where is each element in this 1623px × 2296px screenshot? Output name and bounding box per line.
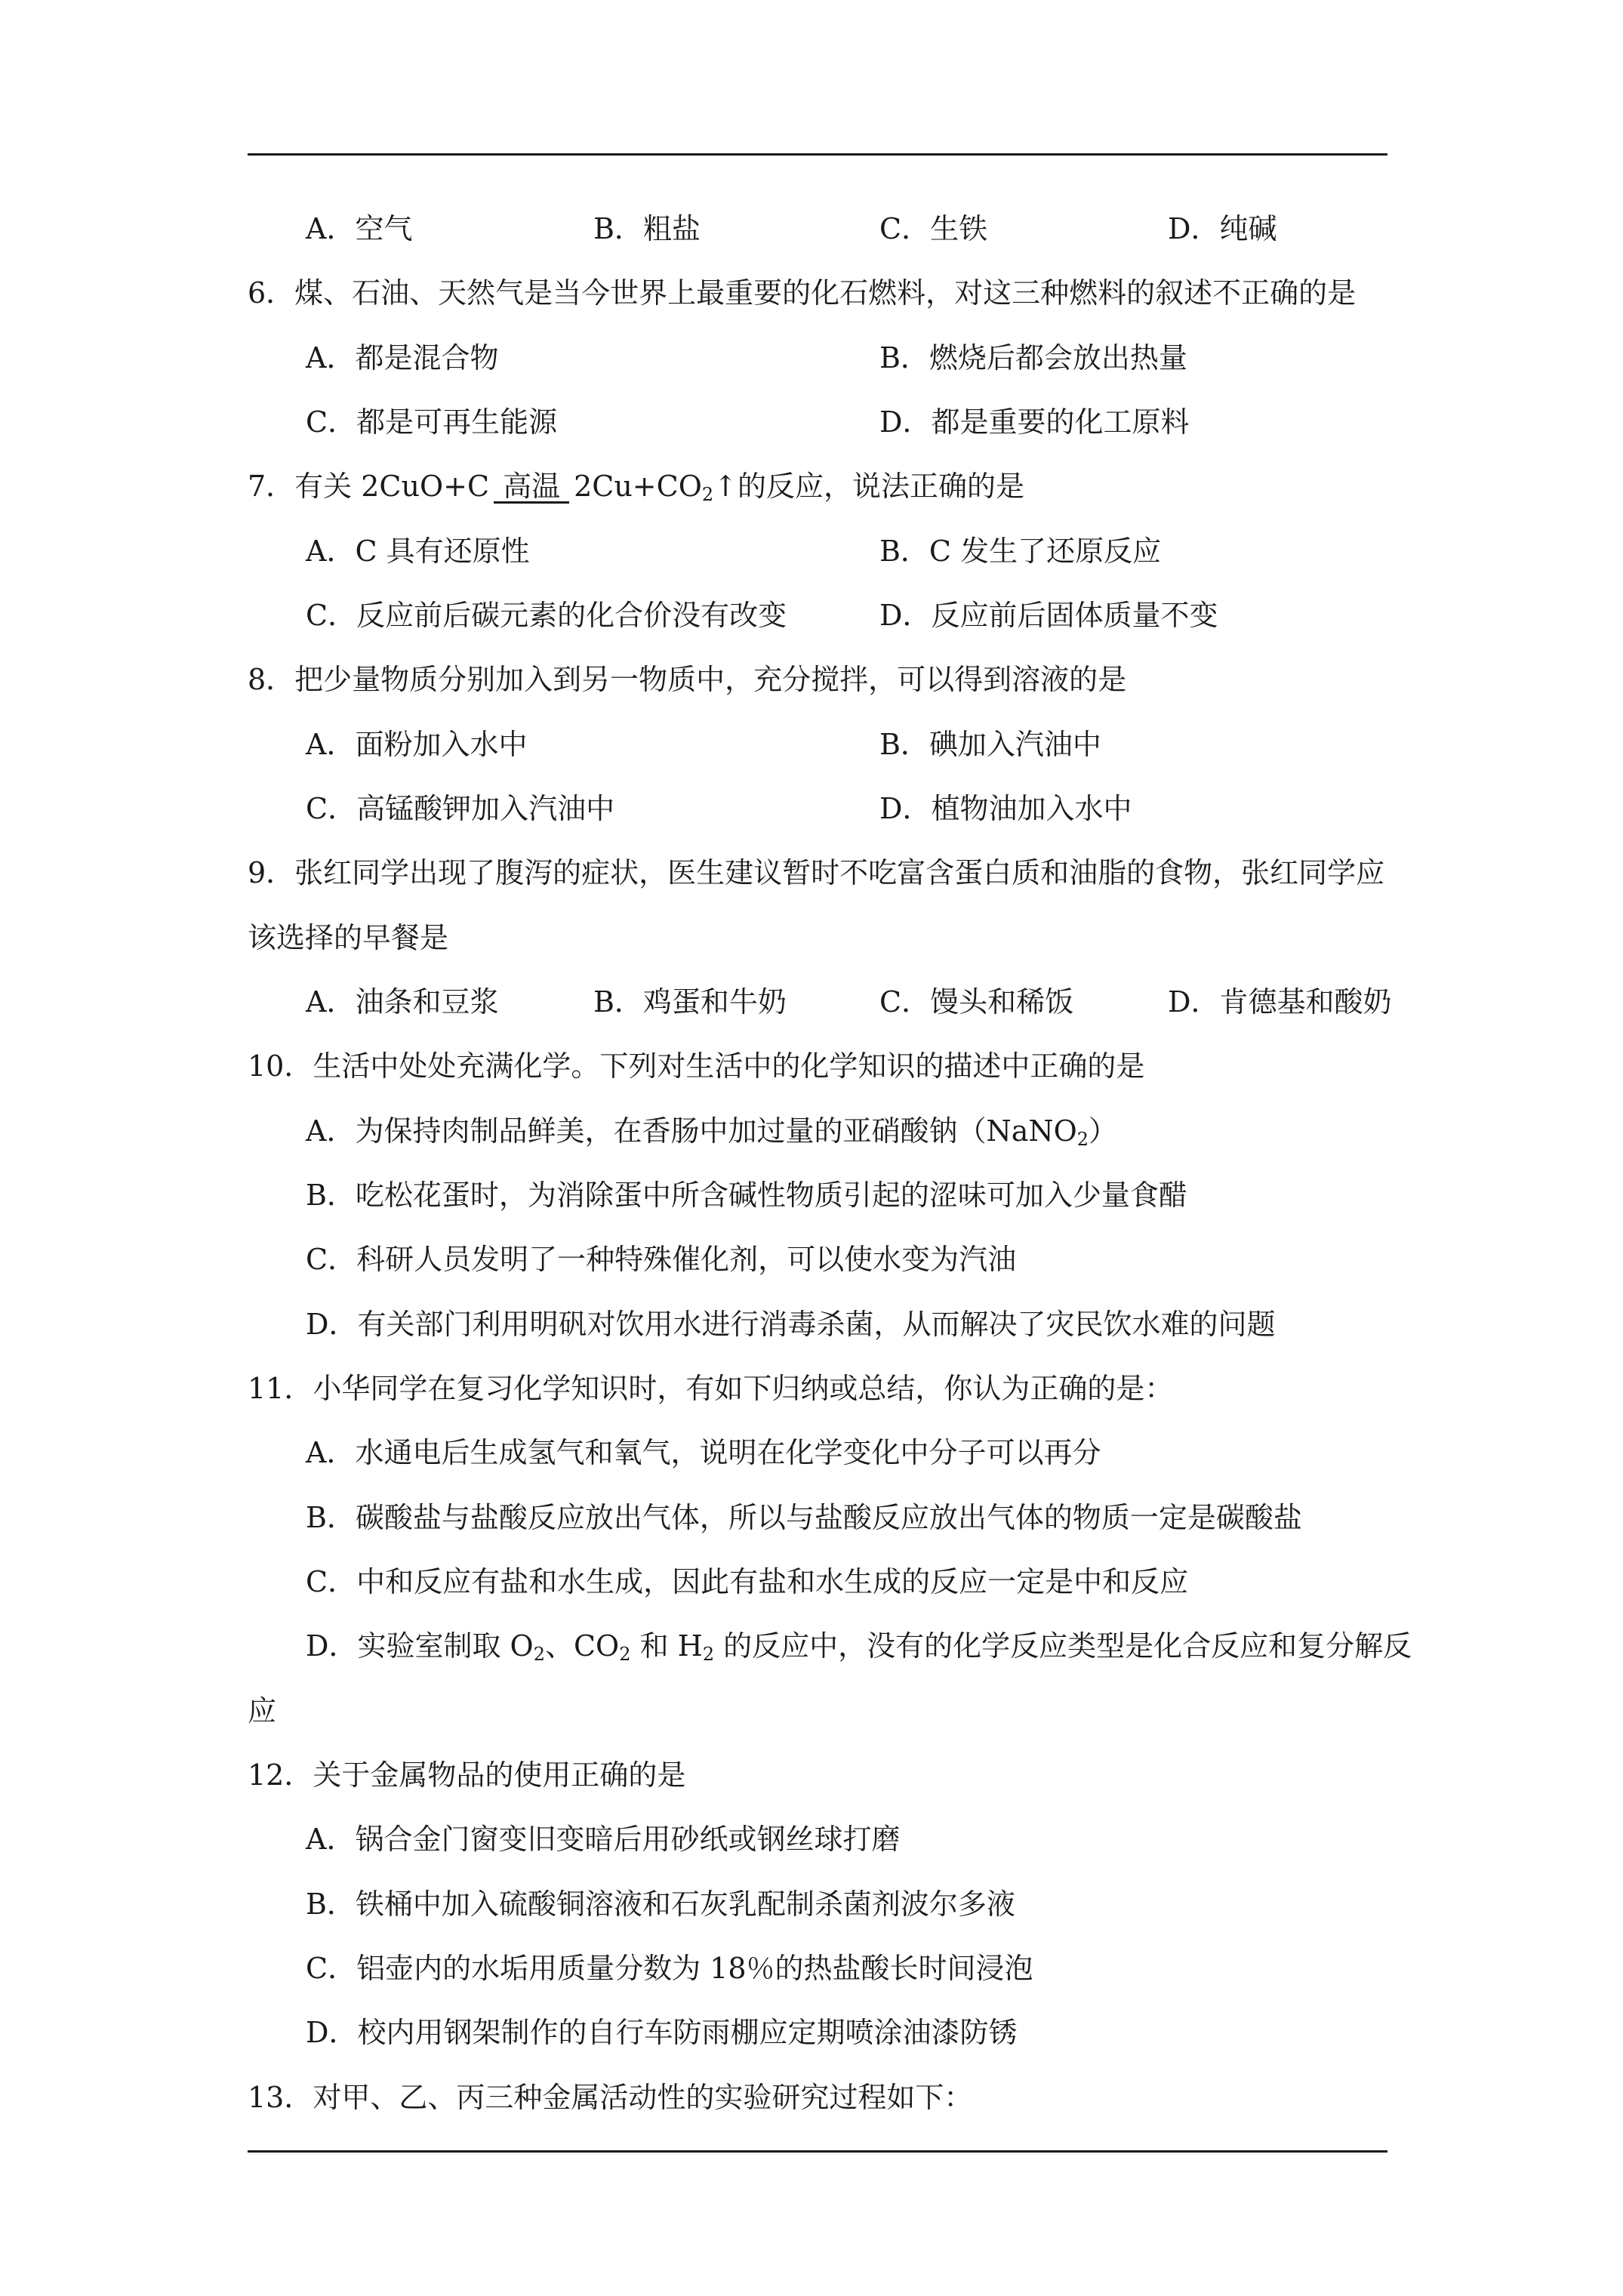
q11-option-a: A．水通电后生成氢气和氧气，说明在化学变化中分子可以再分 [306, 1436, 1101, 1469]
subscript: 2 [533, 1644, 545, 1665]
subscript: 2 [619, 1644, 631, 1665]
q11-option-d-text: D．实验室制取 O [306, 1629, 534, 1663]
q6-stem: 6．煤、石油、天然气是当今世界上最重要的化石燃料，对这三种燃料的叙述不正确的是 [248, 276, 1357, 310]
q8-stem: 8．把少量物质分别加入到另一物质中，充分搅拌，可以得到溶液的是 [248, 663, 1127, 696]
q12-stem: 12．关于金属物品的使用正确的是 [248, 1758, 686, 1792]
q11-option-d-text: 的反应中，没有的化学反应类型是化合反应和复分解反 [714, 1629, 1412, 1663]
q5-option-a: A．空气 [306, 212, 413, 245]
subscript: 2 [702, 1644, 715, 1665]
q10-option-d: D．有关部门利用明矾对饮用水进行消毒杀菌，从而解决了灾民饮水难的问题 [306, 1308, 1276, 1341]
q10-option-a-pre: A．为保持肉制品鲜美，在香肠中加过量的亚硝酸钠（NaNO [306, 1114, 1077, 1148]
q9-stem-line1: 9．张红同学出现了腹泻的症状，医生建议暂时不吃富含蛋白质和油脂的食物，张红同学应 [248, 856, 1385, 889]
q9-option-b: B．鸡蛋和牛奶 [593, 985, 787, 1019]
q5-option-b: B．粗盐 [593, 212, 701, 245]
q5-option-c: C．生铁 [879, 212, 988, 245]
q10-option-c: C．科研人员发明了一种特殊催化剂，可以使水变为汽油 [306, 1243, 1017, 1276]
q7-stem-post: ↑的反应，说法正确的是 [713, 470, 1024, 503]
q10-option-b: B．吃松花蛋时，为消除蛋中所含碱性物质引起的涩味可加入少量食醋 [306, 1179, 1187, 1212]
header-rule [248, 153, 1387, 156]
q12-option-b: B．铁桶中加入硫酸铜溶液和石灰乳配制杀菌剂波尔多液 [306, 1888, 1015, 1921]
q8-option-c: C．高锰酸钾加入汽油中 [306, 792, 615, 825]
q9-option-a: A．油条和豆浆 [306, 985, 499, 1019]
q11-option-d-text: 、CO [544, 1629, 620, 1663]
q9-option-c: C．馒头和稀饭 [879, 985, 1074, 1019]
q9-stem-line2: 该选择的早餐是 [248, 921, 449, 954]
subscript: 2 [1076, 1129, 1089, 1150]
q10-stem: 10．生活中处处充满化学。下列对生活中的化学知识的描述中正确的是 [248, 1049, 1145, 1083]
q7-stem-mid: 2Cu+CO [574, 470, 702, 503]
q7-option-c: C．反应前后碳元素的化合价没有改变 [306, 599, 787, 632]
q12-option-d: D．校内用钢架制作的自行车防雨棚应定期喷涂油漆防锈 [306, 2016, 1018, 2049]
q8-option-b: B．碘加入汽油中 [879, 728, 1101, 761]
q11-option-d [306, 1627, 1412, 1673]
reaction-condition: 高温 [494, 471, 569, 504]
q11-option-b: B．碳酸盐与盐酸反应放出气体，所以与盐酸反应放出气体的物质一定是碳酸盐 [306, 1501, 1302, 1534]
q7-option-a: A．C 具有还原性 [306, 535, 530, 568]
q12-option-c: C．铝壶内的水垢用质量分数为 18％的热盐酸长时间浸泡 [306, 1952, 1033, 1985]
q13-stem: 13．对甲、乙、丙三种金属活动性的实验研究过程如下： [248, 2081, 973, 2114]
q10-option-a [306, 1112, 1117, 1158]
q11-option-d-text: 和 H [630, 1629, 703, 1663]
q6-option-c: C．都是可再生能源 [306, 405, 558, 439]
q11-stem: 11．小华同学在复习化学知识时，有如下归纳或总结，你认为正确的是： [248, 1372, 1174, 1405]
subscript: 2 [701, 484, 714, 505]
q10-option-a-post: ） [1089, 1114, 1118, 1148]
q11-option-c: C．中和反应有盐和水生成，因此有盐和水生成的反应一定是中和反应 [306, 1565, 1189, 1598]
q6-option-a: A．都是混合物 [306, 341, 499, 374]
q6-option-b: B．燃烧后都会放出热量 [879, 341, 1187, 374]
q7-stem-pre: 7．有关 2CuO+C [248, 470, 490, 503]
q6-option-d: D．都是重要的化工原料 [879, 405, 1190, 439]
q5-option-d: D．纯碱 [1168, 212, 1277, 245]
q7-option-b: B．C 发生了还原反应 [879, 535, 1162, 568]
q8-option-a: A．面粉加入水中 [306, 728, 528, 761]
q12-option-a: A．锅合金门窗变旧变暗后用砂纸或钢丝球打磨 [306, 1823, 901, 1856]
q11-option-d-continuation: 应 [248, 1694, 277, 1727]
q9-option-d: D．肯德基和酸奶 [1168, 985, 1392, 1019]
q7-option-d: D．反应前后固体质量不变 [879, 599, 1218, 632]
q8-option-d: D．植物油加入水中 [879, 792, 1132, 825]
footer-rule [248, 2150, 1387, 2153]
q7-stem [248, 467, 1024, 513]
